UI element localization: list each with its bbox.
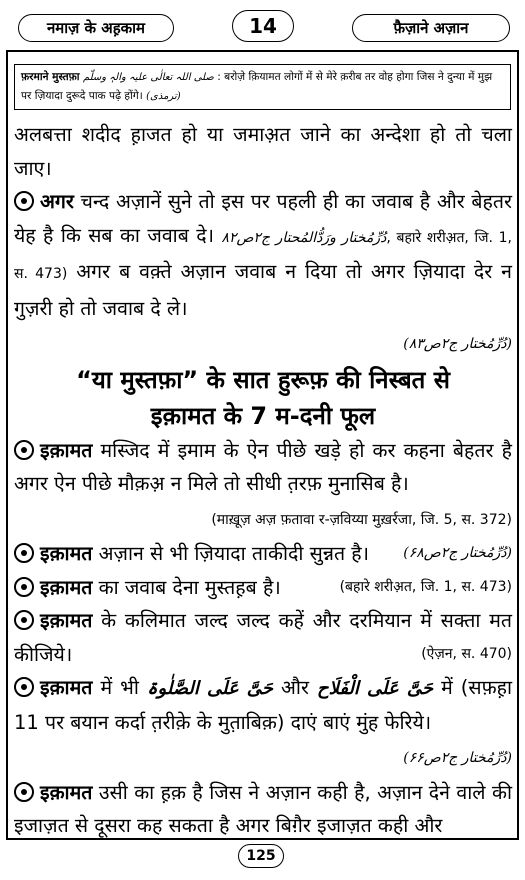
header-page-number: 14 bbox=[232, 10, 294, 42]
arabic-reference: (دُرِّمُختار ج۲ص۶۶) bbox=[403, 750, 512, 766]
paragraph-text: मस्जिद में इमाम के ऐन पीछे खड़े हो कर कहना बेहतर है अगर ऐन पीछे मौक़अ़ न मिले तो सीधी त़रफ़ मुनासिब है। bbox=[14, 438, 512, 495]
section-heading-2: इक़ामत के 7 म-दनी फूल bbox=[150, 401, 376, 430]
paragraph-1: अलबत्ता शदीद ह़ाजत हो या जमाअ़त जाने का अन्देशा हो तो चला जाए। bbox=[14, 123, 512, 180]
list-item bbox=[14, 604, 512, 671]
section-heading-1: “या मुस्तफ़ा” के सात हुरूफ़ की निस्बत से bbox=[76, 365, 450, 394]
list-item bbox=[14, 537, 512, 571]
arabic-reference: دُرِّمُختار ورَدُّالمُحتار ج۲ص۸۲ bbox=[221, 229, 387, 246]
bold-lead: इक़ामत bbox=[40, 676, 93, 699]
hadith-honorific: صلی اللہ تعالٰی علیہ والہٖ وسلّم bbox=[82, 72, 214, 83]
reference-line bbox=[14, 501, 512, 538]
reference: (बहारे शरीअ़त, जि. 1, स. 473) bbox=[339, 578, 512, 595]
reference: (माख़ूज़ अज़ फ़तावा र-ज़विय्या मुख़र्रजा, जि. 5, स. 372) bbox=[211, 511, 512, 528]
flower-bullet-icon bbox=[14, 543, 34, 563]
reference: (ऐज़न, स. 470) bbox=[421, 645, 512, 662]
list-item bbox=[14, 571, 512, 605]
flower-bullet-icon bbox=[14, 677, 34, 697]
paragraph-text: अज़ान से भी ज़ियादा ताकीदी सुन्नत है। bbox=[92, 542, 370, 565]
arabic-phrase: حَیَّ عَلَی الصَّلٰوۃ bbox=[146, 678, 273, 699]
paragraph-text: में (सफ़ह़ा 11 पर बयान कर्दा त़रीक़े के मुत़ाबिक़) दाएं बाएं मुंह फेरिये। bbox=[14, 676, 513, 734]
header-book-title: नमाज़ के अह़काम bbox=[18, 14, 174, 42]
paragraph-text: अगर ब वक़्ते अज़ान जवाब न दिया तो अगर ज़ियादा देर न गुज़री हो तो जवाब दे ले। bbox=[14, 260, 512, 320]
paragraph-text: और bbox=[272, 676, 317, 699]
arabic-phrase: حَیَّ عَلَی الْفَلَاح bbox=[316, 678, 434, 699]
flower-bullet-icon bbox=[14, 191, 34, 211]
list-item bbox=[14, 776, 512, 843]
footer-page-number: 125 bbox=[238, 844, 284, 868]
arabic-reference: (دُرِّمُختار ج۲ص۸۳) bbox=[403, 336, 512, 352]
hadith-box bbox=[14, 64, 511, 110]
hadith-text: : बरोज़े क़ियामत लोगों में से मेरे क़रीब तर वोह होगा जिस ने दुन्या में मुझ पर ज़ियादा दुरूदे पाक पढ़े होंगे। bbox=[21, 71, 493, 102]
flower-bullet-icon bbox=[14, 577, 34, 597]
paragraph-text: उसी का ह़क़ है जिस ने अज़ान कही है, अज़ान देने वाले की इजाज़त से दूसरा कह सकता है अगर बिग़ैर इजाज़त कही और bbox=[14, 780, 512, 837]
hadith-reference: (ترمذی) bbox=[146, 91, 181, 102]
arabic-reference: (دُرِّمُختار ج۲ص۶۸) bbox=[403, 545, 512, 561]
list-item bbox=[14, 434, 512, 501]
hadith-title: फ़रमाने मुस्तफ़ा bbox=[21, 71, 80, 83]
bold-lead: इक़ामत bbox=[40, 438, 93, 462]
paragraph-text: में भी bbox=[92, 676, 147, 699]
reference-line bbox=[14, 325, 512, 362]
flower-bullet-icon bbox=[14, 610, 34, 630]
reference: , बहारे शरीअ़त, जि. 1, स. 473) bbox=[14, 229, 513, 282]
bold-lead: इक़ामत bbox=[40, 609, 93, 632]
flower-bullet-icon bbox=[14, 782, 34, 802]
flower-bullet-icon bbox=[14, 440, 34, 460]
page-body bbox=[14, 118, 512, 843]
list-item bbox=[14, 671, 512, 739]
bold-lead: इक़ामत bbox=[40, 542, 93, 565]
bold-lead: इक़ामत bbox=[40, 575, 93, 599]
reference-line bbox=[14, 739, 512, 776]
bold-lead: इक़ामत bbox=[40, 780, 93, 804]
header-chapter-title: फ़ैज़ाने अज़ान bbox=[352, 14, 510, 42]
bold-lead: अगर bbox=[40, 190, 74, 213]
paragraph-text: चन्द अज़ानें सुने तो इस पर पहली ही का जवाब है और बेहतर येह है कि सब का जवाब दे। bbox=[14, 190, 512, 247]
paragraph-text: का जवाब देना मुस्तह़ब है। bbox=[92, 575, 281, 599]
paragraph-text: के कलिमात जल्द जल्द कहें और दरमियान में सक्ता मत कीजिये। bbox=[14, 609, 512, 666]
paragraph-2 bbox=[14, 185, 512, 325]
